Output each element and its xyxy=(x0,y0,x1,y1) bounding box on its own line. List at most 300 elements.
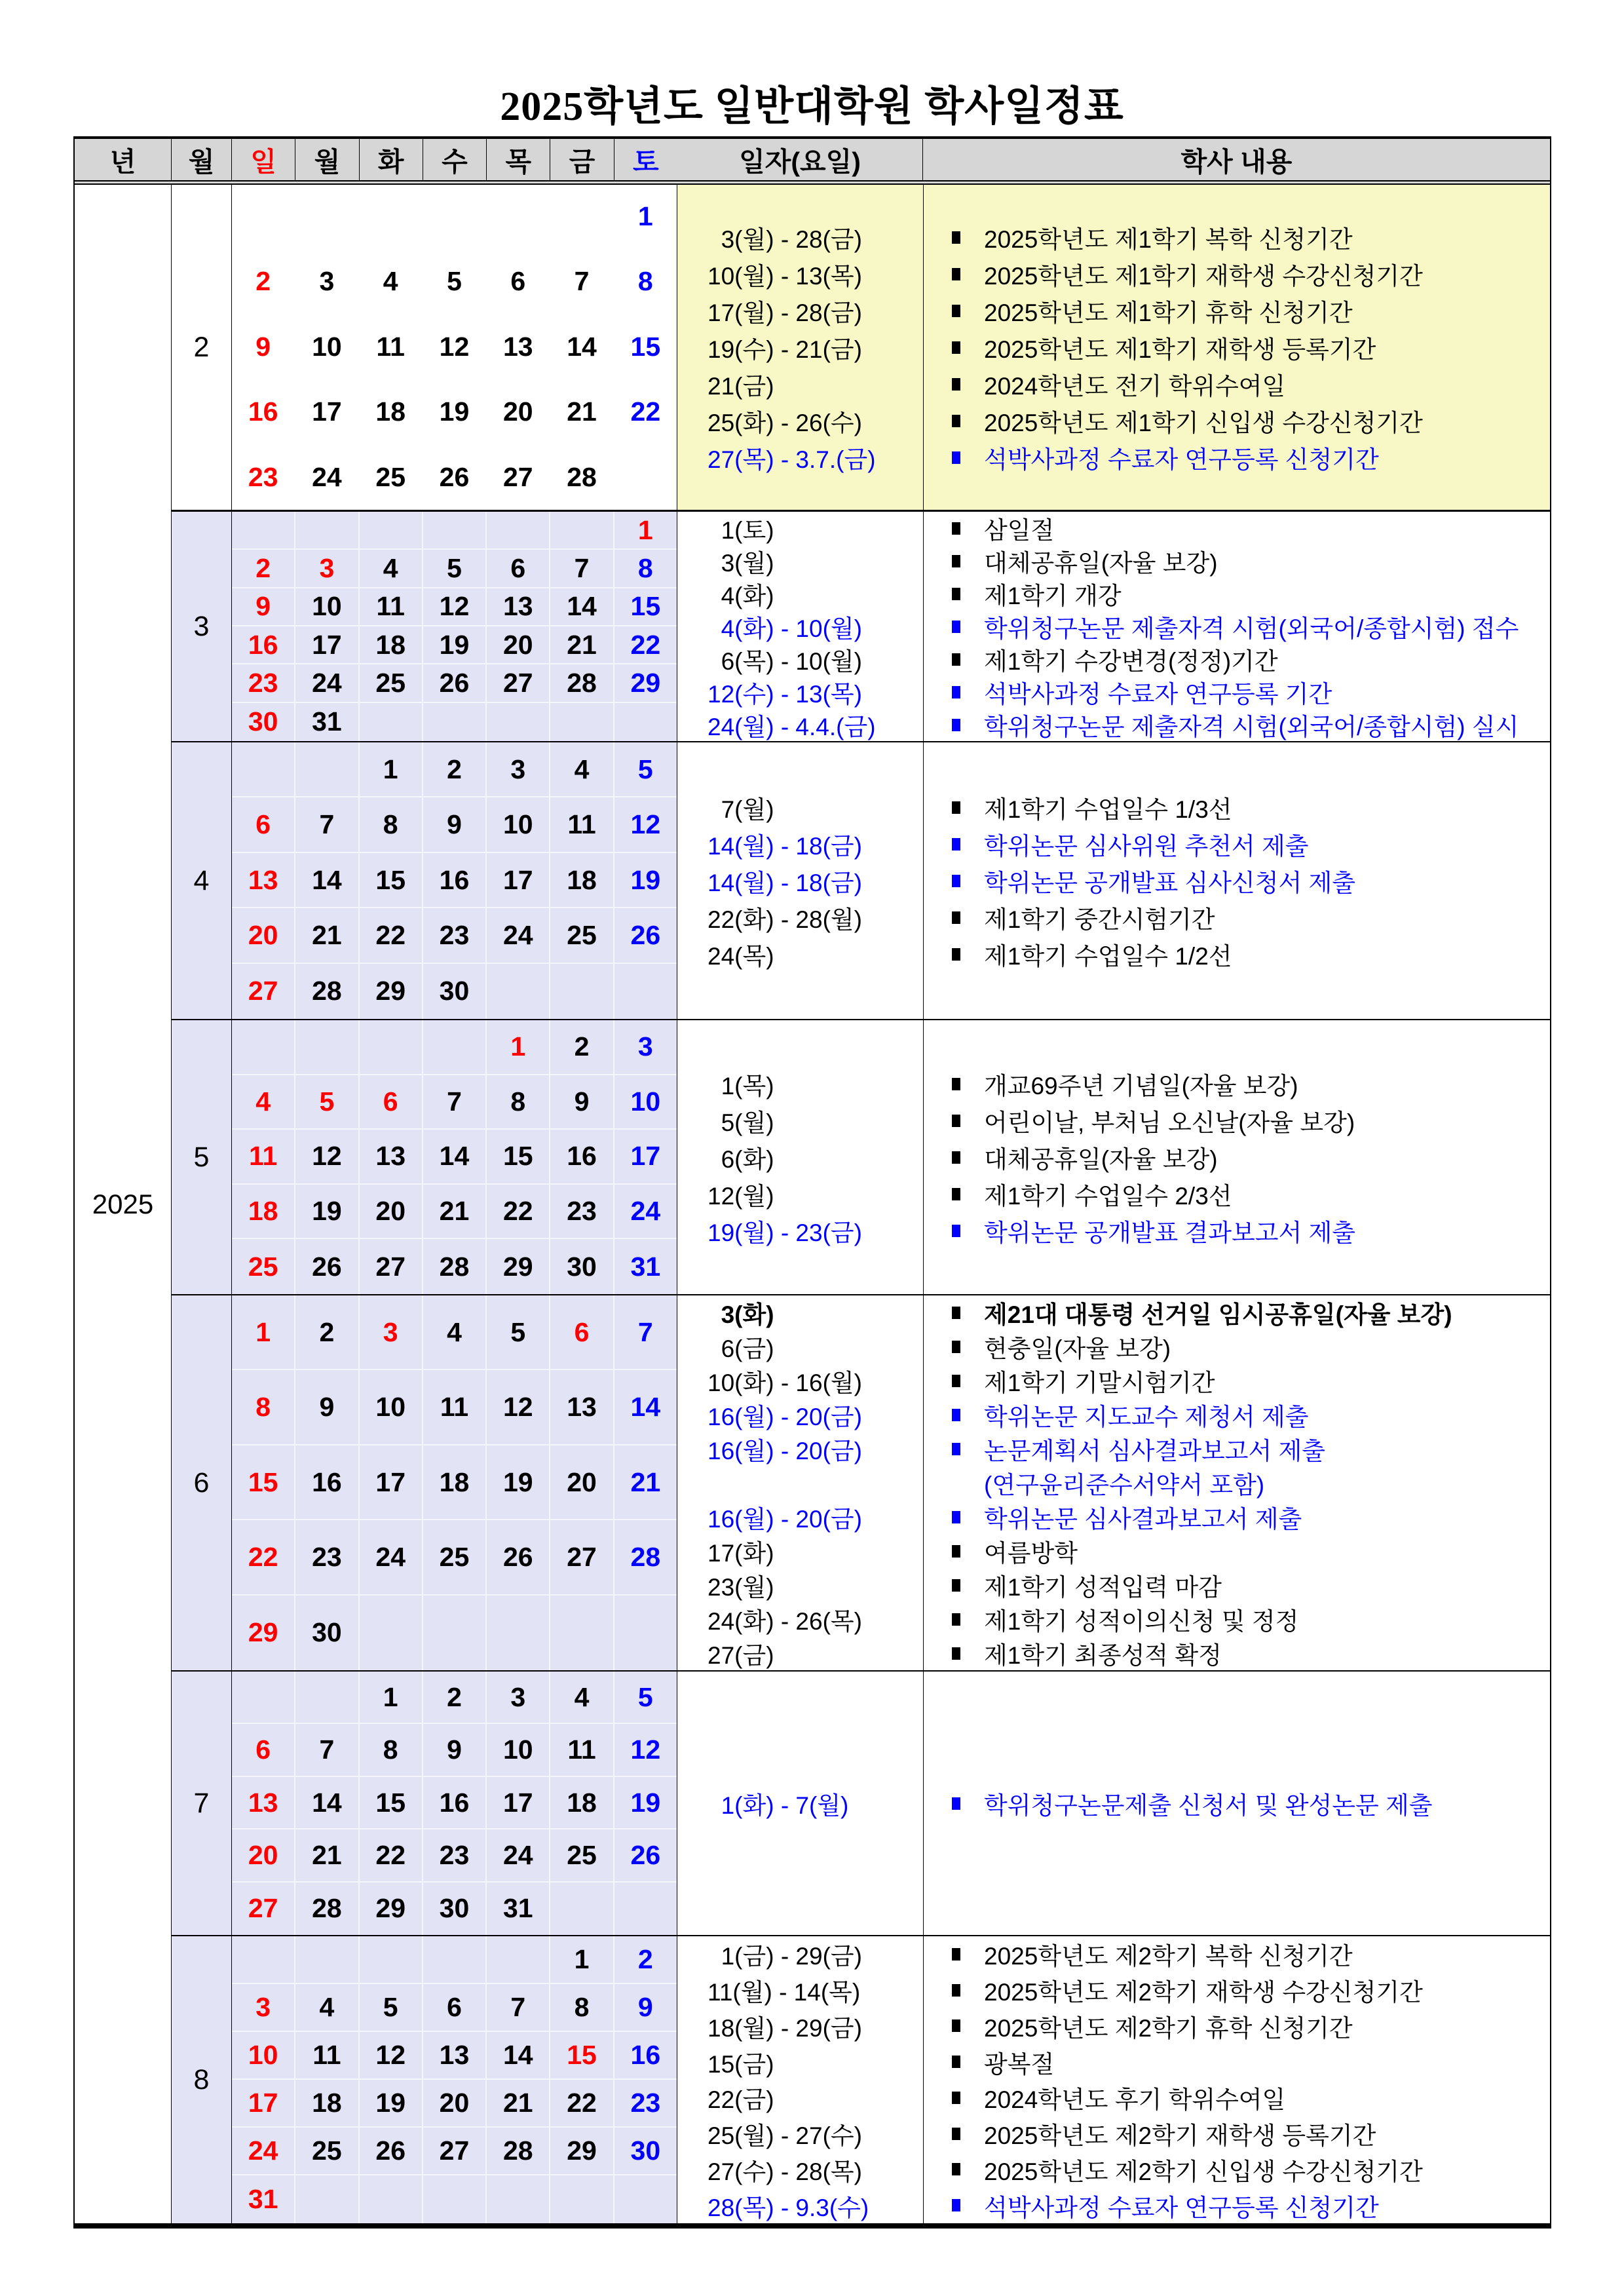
event-text-wrap xyxy=(923,1213,1355,1248)
day-cell: 12 xyxy=(295,1130,359,1185)
day-cell: 20 xyxy=(232,908,295,963)
day-cell: 18 xyxy=(360,626,423,664)
event-text-wrap xyxy=(923,1295,1452,1330)
week-row xyxy=(232,1075,677,1130)
day-cell: 2 xyxy=(423,742,487,797)
event-row xyxy=(677,1636,1550,1670)
day-cell: 11 xyxy=(295,2032,359,2080)
day-cell xyxy=(550,185,614,250)
column-divider xyxy=(923,1020,924,1294)
event-date: 7(월) xyxy=(708,796,774,823)
day-cell: 26 xyxy=(614,1829,677,1882)
day-cell: 7 xyxy=(423,1075,487,1130)
event-row xyxy=(677,2152,1550,2188)
day-cell: 1 xyxy=(232,1295,295,1370)
event-date: 10(화) - 16(월) xyxy=(708,1369,862,1396)
day-cell xyxy=(295,742,359,797)
event-row xyxy=(677,2080,1550,2116)
event-text-wrap xyxy=(923,936,1232,972)
day-cell: 15 xyxy=(614,588,677,626)
day-cell xyxy=(232,742,295,797)
week-row xyxy=(232,445,677,510)
day-cell: 3 xyxy=(487,1672,550,1724)
bullet-icon xyxy=(952,2163,960,2175)
column-divider xyxy=(923,742,924,1019)
event-date: 3(월) - 28(금) xyxy=(708,226,862,253)
day-cell: 26 xyxy=(614,908,677,963)
event-date: 24(화) - 26(목) xyxy=(708,1608,862,1635)
day-cell: 11 xyxy=(360,588,423,626)
day-cell: 17 xyxy=(232,2080,295,2128)
day-cell: 9 xyxy=(614,1984,677,2032)
event-text: 어린이날, 부처님 오신날(자율 보강) xyxy=(984,1109,1355,1136)
day-cell: 19 xyxy=(423,626,487,664)
day-cell: 25 xyxy=(550,1829,614,1882)
month-block-3 xyxy=(172,510,1550,741)
event-text: 학위청구논문제출 신청서 및 완성논문 제출 xyxy=(984,1792,1433,1819)
day-cell xyxy=(423,185,487,250)
event-text-wrap xyxy=(923,1601,1298,1637)
day-cell: 14 xyxy=(550,588,614,626)
day-cell: 3 xyxy=(487,742,550,797)
day-cell: 10 xyxy=(312,331,342,362)
bullet-icon xyxy=(952,231,960,244)
day-cell xyxy=(360,2175,423,2223)
day-cell: 17 xyxy=(295,626,359,664)
day-cell: 25 xyxy=(360,664,423,702)
day-cell: 25 xyxy=(423,1520,487,1595)
day-cell: 23 xyxy=(550,1185,614,1240)
day-cell xyxy=(487,1596,550,1670)
day-cell: 5 xyxy=(487,1295,550,1370)
event-text: 2025학년도 제1학기 신입생 수강신청기간 xyxy=(984,410,1423,436)
day-cell: 24 xyxy=(360,1520,423,1595)
event-text-wrap xyxy=(923,330,1376,365)
event-date: 6(목) - 10(월) xyxy=(708,648,862,675)
event-text: 2025학년도 제1학기 휴학 신청기간 xyxy=(984,299,1353,326)
day-cell: 28 xyxy=(567,461,597,492)
day-cell: 22 xyxy=(614,626,677,664)
day-cell xyxy=(232,1020,295,1075)
day-cell: 11 xyxy=(232,1130,295,1185)
day-cell xyxy=(360,703,423,741)
week-row xyxy=(232,1883,677,1935)
week-row xyxy=(232,626,677,664)
day-cell: 19 xyxy=(439,396,470,427)
bullet-icon xyxy=(952,1948,960,1961)
day-cell: 13 xyxy=(502,331,533,362)
week-row xyxy=(232,1984,677,2032)
month-cell: 6 xyxy=(172,1295,232,1670)
bullet-icon xyxy=(952,911,960,924)
day-cell: 2 xyxy=(295,1295,359,1370)
calendar-grid xyxy=(232,185,677,510)
week-row xyxy=(232,964,677,1019)
event-date: 14(월) - 18(금) xyxy=(708,870,862,896)
day-cell: 8 xyxy=(487,1075,550,1130)
day-cell: 8 xyxy=(614,550,677,588)
day-cell: 8 xyxy=(637,266,653,297)
day-cell: 21 xyxy=(295,908,359,963)
day-cell: 17 xyxy=(487,1777,550,1829)
event-row xyxy=(677,1102,1550,1139)
day-cell: 23 xyxy=(423,1829,487,1882)
day-cell xyxy=(487,703,550,741)
day-cell: 2 xyxy=(614,1936,677,1984)
event-row xyxy=(677,329,1550,366)
event-row xyxy=(677,1176,1550,1212)
event-date: 24(목) xyxy=(708,943,774,970)
bullet-icon xyxy=(952,588,960,600)
day-cell: 27 xyxy=(360,1239,423,1294)
day-cell: 13 xyxy=(487,588,550,626)
event-row xyxy=(677,862,1550,899)
bullet-icon xyxy=(952,1115,960,1127)
day-cell xyxy=(614,964,677,1019)
day-cell xyxy=(360,512,423,550)
day-cell: 18 xyxy=(550,1777,614,1829)
event-text-wrap xyxy=(923,1567,1222,1603)
day-cell xyxy=(487,185,550,250)
week-row xyxy=(232,2080,677,2128)
day-cell: 13 xyxy=(360,1130,423,1185)
day-cell: 20 xyxy=(360,1185,423,1240)
day-cell: 29 xyxy=(487,1239,550,1294)
day-cell: 6 xyxy=(550,1295,614,1370)
day-cell: 12 xyxy=(423,588,487,626)
day-cell: 17 xyxy=(487,853,550,908)
day-cell: 18 xyxy=(232,1185,295,1240)
day-cell xyxy=(423,2175,487,2223)
day-cell: 1 xyxy=(360,1672,423,1724)
event-text-wrap xyxy=(923,2044,1054,2080)
day-cell: 29 xyxy=(550,2128,614,2175)
day-cell: 9 xyxy=(255,331,271,362)
day-cell: 15 xyxy=(360,853,423,908)
week-row xyxy=(232,1370,677,1445)
week-row xyxy=(232,797,677,852)
month-cell: 7 xyxy=(172,1672,232,1935)
bullet-icon xyxy=(952,451,960,464)
bullet-icon xyxy=(952,522,960,535)
month-cell: 3 xyxy=(172,512,232,741)
header-content-col: 학사 내용 xyxy=(1180,147,1293,177)
bullet-icon xyxy=(952,686,960,698)
event-row xyxy=(677,1330,1550,1364)
week-row xyxy=(232,1724,677,1776)
event-text: 개교69주년 기념일(자율 보강) xyxy=(984,1073,1298,1100)
day-cell xyxy=(550,2175,614,2223)
day-cell: 22 xyxy=(360,1829,423,1882)
calendar-grid xyxy=(232,1936,677,2223)
event-row xyxy=(677,1972,1550,2008)
event-text-wrap xyxy=(923,366,1285,402)
event-text-wrap xyxy=(923,674,1332,710)
day-cell: 7 xyxy=(487,1984,550,2032)
event-date: 11(월) - 14(목) xyxy=(708,1979,861,2006)
day-cell: 16 xyxy=(248,396,278,427)
week-row xyxy=(232,1445,677,1520)
day-cell: 9 xyxy=(295,1370,359,1445)
day-cell: 14 xyxy=(614,1370,677,1445)
day-cell: 21 xyxy=(295,1829,359,1882)
bullet-icon xyxy=(952,1225,960,1237)
event-row xyxy=(677,1212,1550,1249)
event-row xyxy=(677,366,1550,402)
event-text: 2024학년도 전기 학위수여일 xyxy=(984,373,1286,400)
day-cell: 14 xyxy=(295,1777,359,1829)
day-cell: 4 xyxy=(383,266,398,297)
day-cell: 1 xyxy=(637,201,653,232)
event-text: 학위청구논문 제출자격 시험(외국어/종합시험) 접수 xyxy=(984,615,1519,642)
calendar-grid xyxy=(232,1295,677,1670)
event-row xyxy=(677,1602,1550,1636)
week-row xyxy=(232,250,677,315)
day-cell xyxy=(614,1596,677,1670)
week-row xyxy=(232,588,677,626)
day-cell: 30 xyxy=(295,1596,359,1670)
event-text: 학위논문 심사결과보고서 제출 xyxy=(984,1506,1302,1533)
month-block-5 xyxy=(172,1019,1550,1294)
day-cell: 11 xyxy=(376,331,405,362)
event-date: 21(금) xyxy=(708,373,774,400)
header-day-화: 화 xyxy=(360,139,423,180)
day-cell: 7 xyxy=(574,266,590,297)
day-cell: 14 xyxy=(295,853,359,908)
event-text-wrap xyxy=(923,1636,1222,1671)
bullet-icon xyxy=(952,875,960,887)
day-cell: 26 xyxy=(423,664,487,702)
event-text-wrap xyxy=(923,863,1355,898)
day-cell: 31 xyxy=(487,1883,550,1935)
event-row xyxy=(677,643,1550,676)
bullet-icon xyxy=(952,1307,960,1319)
week-row xyxy=(232,512,677,550)
bullet-icon xyxy=(952,1409,960,1421)
day-cell: 31 xyxy=(295,703,359,741)
event-text-wrap xyxy=(923,900,1215,935)
calendar-table xyxy=(73,136,1551,2229)
event-date: 17(화) xyxy=(708,1540,774,1567)
header-date-col: 일자(요일) xyxy=(677,139,923,180)
day-cell: 18 xyxy=(423,1445,487,1520)
day-cell: 22 xyxy=(550,2080,614,2128)
day-cell xyxy=(614,445,677,510)
day-cell xyxy=(614,2175,677,2223)
day-cell xyxy=(232,185,295,250)
day-cell: 26 xyxy=(295,1239,359,1294)
day-cell: 29 xyxy=(360,964,423,1019)
bullet-icon xyxy=(952,1341,960,1353)
day-cell: 15 xyxy=(232,1445,295,1520)
event-date: 16(월) - 20(금) xyxy=(708,1404,862,1430)
week-row xyxy=(232,550,677,588)
event-date: 27(수) - 28(목) xyxy=(708,2158,862,2185)
day-cell: 6 xyxy=(232,797,295,852)
day-cell: 19 xyxy=(614,1777,677,1829)
day-cell: 24 xyxy=(614,1185,677,1240)
day-cell: 26 xyxy=(439,461,470,492)
header-day-금: 금 xyxy=(550,139,614,180)
bullet-icon xyxy=(952,653,960,666)
day-cell xyxy=(360,1596,423,1670)
event-text: 제1학기 개강 xyxy=(984,583,1122,609)
event-row xyxy=(677,610,1550,643)
week-row xyxy=(232,2032,677,2080)
day-cell: 12 xyxy=(487,1370,550,1445)
day-cell: 28 xyxy=(550,664,614,702)
month-cell: 4 xyxy=(172,742,232,1019)
event-text: 삼일절 xyxy=(984,517,1055,544)
event-text: 제1학기 성적이의신청 및 정정 xyxy=(984,1608,1299,1635)
day-cell: 19 xyxy=(487,1445,550,1520)
event-text-wrap xyxy=(923,2116,1376,2151)
event-text: 제1학기 중간시험기간 xyxy=(984,906,1215,933)
event-row xyxy=(677,2008,1550,2044)
week-row xyxy=(232,664,677,702)
day-cell: 18 xyxy=(295,2080,359,2128)
week-row xyxy=(232,1020,677,1075)
bullet-icon xyxy=(952,1545,960,1558)
header-day-월: 월 xyxy=(295,139,359,180)
event-text-wrap xyxy=(923,790,1232,825)
event-row xyxy=(677,256,1550,292)
week-row xyxy=(232,1239,677,1294)
event-text: 2025학년도 제1학기 재학생 등록기간 xyxy=(984,336,1376,363)
day-cell xyxy=(295,512,359,550)
header-day-토: 토 xyxy=(633,147,659,177)
event-date: 27(금) xyxy=(708,1642,774,1669)
day-cell: 4 xyxy=(423,1295,487,1370)
event-date: 19(월) - 23(금) xyxy=(708,1219,862,1246)
day-cell: 5 xyxy=(614,1672,677,1724)
event-text-wrap xyxy=(923,220,1353,255)
day-cell: 12 xyxy=(360,2032,423,2080)
day-cell: 16 xyxy=(232,626,295,664)
event-text: 제1학기 기말시험기간 xyxy=(984,1369,1215,1396)
event-row xyxy=(677,1466,1550,1500)
day-cell: 4 xyxy=(550,742,614,797)
column-divider xyxy=(923,1672,924,1935)
event-text: 제1학기 성적입력 마감 xyxy=(984,1574,1222,1601)
table-header-row xyxy=(75,139,1550,185)
event-date: 25(화) - 26(수) xyxy=(708,410,862,436)
day-cell: 8 xyxy=(360,1724,423,1776)
event-text-wrap xyxy=(923,1465,1264,1501)
week-row xyxy=(232,853,677,908)
day-cell: 24 xyxy=(295,664,359,702)
event-text-wrap xyxy=(923,1499,1302,1535)
event-text-wrap xyxy=(923,1533,1078,1569)
day-cell: 1 xyxy=(550,1936,614,1984)
day-cell: 21 xyxy=(423,1185,487,1240)
event-text: 2025학년도 제2학기 휴학 신청기간 xyxy=(984,2014,1353,2042)
day-cell: 12 xyxy=(614,1724,677,1776)
bullet-icon xyxy=(952,1579,960,1592)
day-cell: 9 xyxy=(232,588,295,626)
day-cell: 5 xyxy=(447,266,462,297)
day-cell: 19 xyxy=(295,1185,359,1240)
week-row xyxy=(232,1829,677,1882)
event-text: 석박사과정 수료자 연구등록 기간 xyxy=(984,681,1332,708)
bullet-icon xyxy=(952,2092,960,2104)
event-date: 1(금) - 29(금) xyxy=(708,1943,862,1970)
day-cell: 28 xyxy=(423,1239,487,1294)
day-cell: 14 xyxy=(567,331,597,362)
event-row xyxy=(677,219,1550,256)
event-text-wrap xyxy=(923,826,1309,862)
event-row xyxy=(677,512,1550,545)
week-row xyxy=(232,2128,677,2175)
event-text-wrap xyxy=(923,293,1353,328)
event-text: 2024학년도 후기 학위수여일 xyxy=(984,2086,1286,2114)
event-row xyxy=(677,2187,1550,2223)
day-cell: 20 xyxy=(232,1829,295,1882)
day-cell xyxy=(295,2175,359,2223)
day-cell: 4 xyxy=(232,1075,295,1130)
day-cell xyxy=(360,185,423,250)
bullet-icon xyxy=(952,1375,960,1387)
event-text: 여름방학 xyxy=(984,1540,1078,1567)
day-cell: 10 xyxy=(232,2032,295,2080)
day-cell: 21 xyxy=(614,1445,677,1520)
day-cell: 4 xyxy=(360,550,423,588)
bullet-icon xyxy=(952,268,960,280)
event-text: 제1학기 최종성적 확정 xyxy=(984,1642,1222,1669)
event-date: 23(월) xyxy=(708,1574,774,1601)
day-cell: 5 xyxy=(614,742,677,797)
event-row xyxy=(677,1139,1550,1176)
day-cell: 10 xyxy=(614,1075,677,1130)
event-text-wrap xyxy=(923,256,1423,292)
day-cell: 3 xyxy=(232,1984,295,2032)
event-date: 5(월) xyxy=(708,1109,774,1136)
week-row xyxy=(232,1520,677,1595)
event-text: 대체공휴일(자율 보강) xyxy=(984,550,1218,577)
day-cell xyxy=(487,512,550,550)
event-text-wrap xyxy=(923,609,1519,644)
day-cell: 9 xyxy=(550,1075,614,1130)
day-cell: 27 xyxy=(502,461,533,492)
day-cell: 27 xyxy=(232,964,295,1019)
bullet-icon xyxy=(952,1151,960,1164)
event-text: 현충일(자율 보강) xyxy=(984,1335,1171,1362)
day-cell xyxy=(423,1020,487,1075)
header-day-cells xyxy=(232,139,677,180)
events-panel xyxy=(677,1936,1550,2223)
event-date: 25(월) - 27(수) xyxy=(708,2122,862,2150)
day-cell: 30 xyxy=(614,2128,677,2175)
event-date: 4(화) - 10(월) xyxy=(708,615,862,642)
event-row xyxy=(677,899,1550,936)
event-text-wrap xyxy=(923,2080,1285,2115)
event-text-wrap xyxy=(923,1139,1218,1175)
day-cell xyxy=(423,1596,487,1670)
day-cell: 3 xyxy=(360,1295,423,1370)
day-cell: 4 xyxy=(295,1984,359,2032)
day-cell: 17 xyxy=(360,1445,423,1520)
day-cell: 22 xyxy=(487,1185,550,1240)
event-text: 학위논문 공개발표 심사신청서 제출 xyxy=(984,870,1355,896)
month-block-2 xyxy=(172,185,1550,510)
day-cell: 13 xyxy=(423,2032,487,2080)
day-cell: 30 xyxy=(232,703,295,741)
event-text: 2025학년도 제1학기 재학생 수강신청기간 xyxy=(984,263,1423,290)
header-month: 월 xyxy=(172,139,232,180)
day-cell: 25 xyxy=(550,908,614,963)
day-cell: 6 xyxy=(423,1984,487,2032)
event-text: 2025학년도 제2학기 복학 신청기간 xyxy=(984,1943,1353,1970)
